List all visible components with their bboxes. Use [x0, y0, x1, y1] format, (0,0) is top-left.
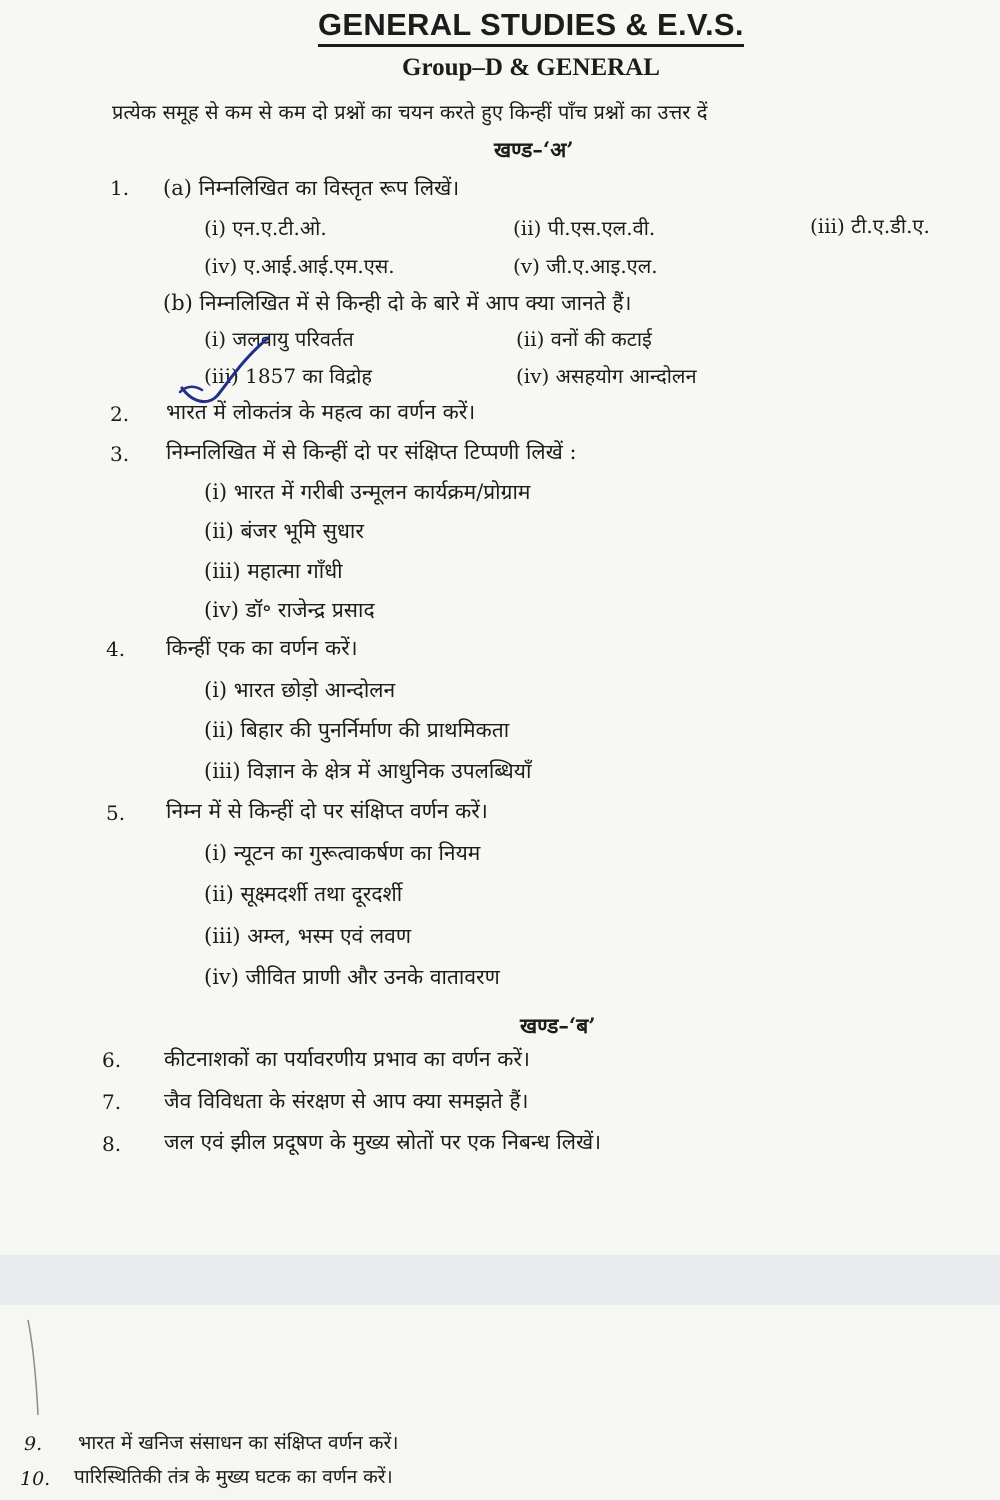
q1a-item: (iii) टी.ए.डी.ए.	[810, 214, 930, 238]
section-b-heading: खण्ड–‘ब’	[520, 1013, 596, 1038]
q10-text: पारिस्थितिकी तंत्र के मुख्य घटक का वर्णन करें।	[74, 1466, 393, 1488]
q1-number: 1.	[110, 176, 130, 200]
q1a-item: (v) जी.ए.आइ.एल.	[513, 254, 658, 278]
section-a-heading: खण्ड–‘अ’	[494, 137, 574, 162]
q1-part-b: (b) निम्नलिखित में से किन्ही दो के बारे में आप क्या जानते हैं।	[163, 291, 632, 315]
q3-item: (iii) महात्मा गाँधी	[204, 559, 343, 583]
paper-title: GENERAL STUDIES & E.V.S.	[318, 6, 744, 47]
q4-text: किन्हीं एक का वर्णन करें।	[166, 636, 358, 660]
q5-item: (iv) जीवित प्राणी और उनके वातावरण	[204, 965, 500, 989]
q7-text: जैव विविधता के संरक्षण से आप क्या समझते हैं।	[164, 1089, 529, 1113]
page-gap	[0, 1255, 1000, 1305]
q3-item: (ii) बंजर भूमि सुधार	[204, 519, 364, 543]
q1-part-a: (a) निम्नलिखित का विस्तृत रूप लिखें।	[163, 176, 460, 200]
q9-text: भारत में खनिज संसाधन का संक्षिप्त वर्णन करें।	[78, 1432, 399, 1454]
q3-item: (i) भारत में गरीबी उन्मूलन कार्यक्रम/प्रोग्राम	[204, 480, 531, 504]
q5-item: (ii) सूक्ष्मदर्शी तथा दूरदर्शी	[204, 882, 403, 906]
q4-item: (iii) विज्ञान के क्षेत्र में आधुनिक उपलब्धियाँ	[204, 759, 532, 783]
q9-number: 9.	[24, 1433, 43, 1455]
q4-item: (ii) बिहार की पुनर्निर्माण की प्राथमिकता	[204, 718, 510, 742]
q2-text: भारत में लोकतंत्र के महत्व का वर्णन करें।	[166, 400, 476, 424]
q3-item: (iv) डॉ॰ राजेन्द्र प्रसाद	[204, 598, 375, 622]
exam-page-2	[0, 1305, 1000, 1500]
q7-number: 7.	[102, 1090, 122, 1114]
q4-item: (i) भारत छोड़ो आन्दोलन	[204, 678, 396, 702]
q8-text: जल एवं झील प्रदूषण के मुख्य स्रोतों पर एक निबन्ध लिखें।	[164, 1130, 602, 1154]
q1b-item: (i) जलवायु परिवर्तत	[204, 327, 354, 351]
q5-item: (iii) अम्ल, भस्म एवं लवण	[204, 924, 411, 948]
q2-number: 2.	[110, 402, 130, 426]
instruction-line: प्रत्येक समूह से कम से कम दो प्रश्नों का चयन करते हुए किन्हीं पाँच प्रश्नों का उत्तर दें	[112, 100, 708, 124]
q4-number: 4.	[106, 637, 126, 661]
q1b-item: (iii) 1857 का विद्रोह	[204, 364, 373, 388]
q6-text: कीटनाशकों का पर्यावरणीय प्रभाव का वर्णन करें।	[164, 1047, 530, 1071]
q5-text: निम्न में से किन्हीं दो पर संक्षिप्त वर्णन करें।	[166, 799, 488, 823]
q1b-item: (ii) वनों की कटाई	[516, 327, 652, 351]
q10-number: 10.	[20, 1468, 51, 1490]
q1a-item: (i) एन.ए.टी.ओ.	[204, 216, 327, 240]
q1a-item: (ii) पी.एस.एल.वी.	[513, 216, 656, 240]
q1b-item: (iv) असहयोग आन्दोलन	[516, 364, 697, 388]
q5-item: (i) न्यूटन का गुरूत्वाकर्षण का नियम	[204, 841, 481, 865]
q3-number: 3.	[110, 442, 130, 466]
group-heading: Group–D & GENERAL	[402, 54, 660, 81]
q1a-item: (iv) ए.आई.आई.एम.एस.	[204, 254, 395, 278]
q8-number: 8.	[102, 1132, 122, 1156]
q3-text: निम्नलिखित में से किन्हीं दो पर संक्षिप्त टिप्पणी लिखें :	[166, 440, 577, 464]
q5-number: 5.	[106, 801, 126, 825]
q6-number: 6.	[102, 1048, 122, 1072]
